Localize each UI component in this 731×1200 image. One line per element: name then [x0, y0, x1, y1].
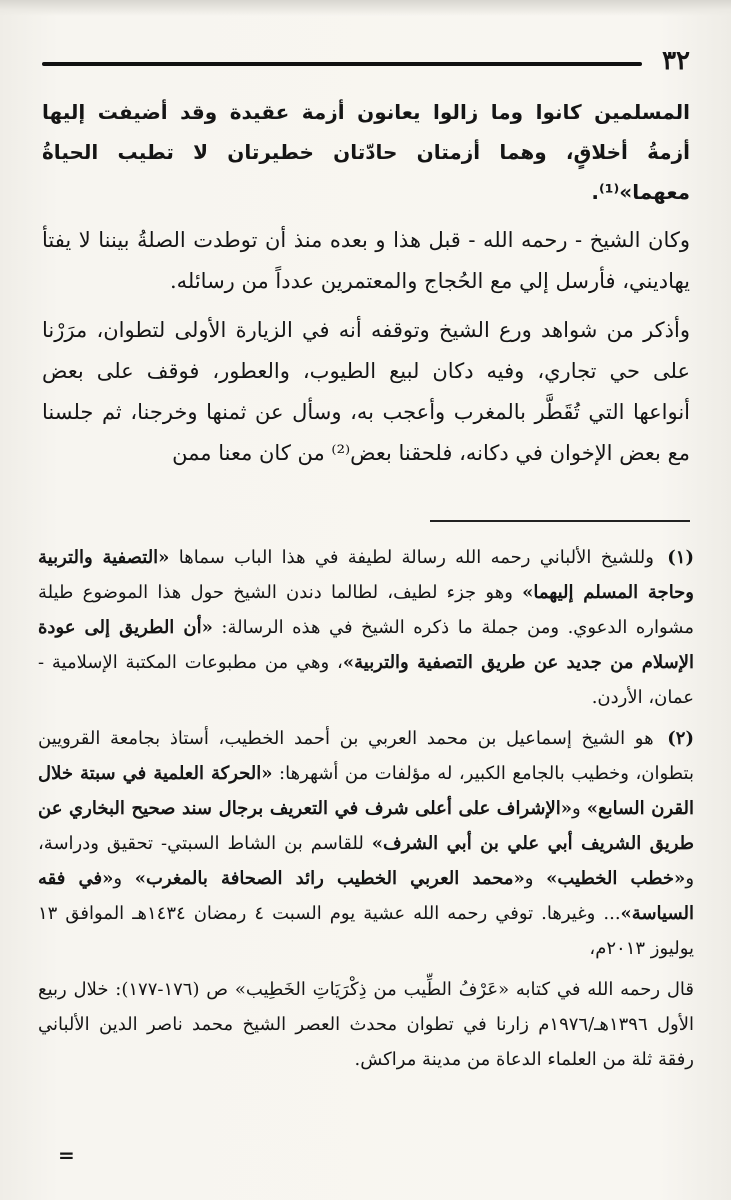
footnote-book-title: «محمد العربي الخطيب رائد الصحافة بالمغرب» [134, 868, 525, 889]
footnotes [38, 540, 694, 1083]
footnote-text: ... وغيرها. توفي رحمه الله عشية يوم السبت ٤ رمضان ١٤٣٤هـ الموافق ١٣ يوليوز ٢٠١٣م، [38, 903, 694, 959]
footnote-book-title: «الإشراف على أعلى شرف في التعريف برجال سند صحيح البخاري عن طريق الشريف أبي علي بن أبي الشرف» [38, 798, 694, 854]
footnote-text: و [524, 868, 547, 889]
footnote-book-title: «الحركة العلمية في سبتة خلال القرن السابع» [38, 763, 694, 819]
page-top-edge [0, 0, 731, 16]
continuation-mark: = [58, 1143, 75, 1167]
paragraph-3: وأذكر من شواهد ورع الشيخ وتوقفه أنه في الزيارة الأولى لتطوان، مرَرْنا على حي تجاري، وفيه دكان لبيع الطيوب، والعطور، فوقف على بعض أنواعها التي تُقَطَّر بالمغرب وأعجب به، وسأل عن ثمنها وخرجنا، ثم جلسنا مع بعض الإخوان في دكانه، فلحقنا بعض⁽²⁾ من كان معنا ممن [42, 318, 690, 465]
footnote-1 [38, 540, 694, 715]
page-header [42, 46, 690, 78]
footnote-separator [430, 520, 690, 522]
footnote-2-continued [38, 972, 694, 1077]
footnote-book-title: «التصفية والتربية وحاجة المسلم إليهما» [38, 547, 694, 603]
footnote-text: للقاسم بن الشاط السبتي- تحقيق ودراسة، و [38, 833, 695, 889]
footnote-book-title: «خطب الخطيب» [546, 868, 686, 889]
header-rule [42, 62, 642, 66]
footnote-book-title: «في فقه السياسة» [38, 868, 694, 924]
main-text [42, 92, 690, 482]
footnote-text: قال رحمه الله في كتابه «عَرْفُ الطِّيب من ذِكْرَيَاتِ الخَطِيب» ص (١٧٦-١٧٧): خلال ربيع الأول ١٣٩٦هـ/١٩٧٦م زارنا في تطوان محدث العصر الشيخ محمد ناصر الدين الألباني رفقة ثلة من العلماء الدعاة من مدينة مراكش. [38, 979, 694, 1070]
footnote-text: وهو جزء لطيف، لطالما دندن الشيخ حول هذا الموضوع طيلة مشواره الدعوي. ومن جملة ما ذكره الشيخ في هذه الرسالة: [38, 582, 694, 638]
footnote-text: و [113, 868, 135, 889]
footnote-2 [38, 721, 694, 966]
footnote-text: هو الشيخ إسماعيل بن محمد العربي بن أحمد الخطيب، أستاذ بجامعة القرويين بتطوان، وخطيب بالجامع الكبير، له مؤلفات من أشهرها: [38, 728, 694, 784]
footnote-quote: «أن الطريق إلى عودة الإسلام من جديد عن طريق التصفية والتربية» [38, 617, 695, 673]
paragraph-2: وكان الشيخ - رحمه الله - قبل هذا و بعده منذ أن توطدت الصلةُ بيننا لا يفتأ يهاديني، فأرسل إلي مع الحُجاج والمعتمرين عدداً من رسائله. [42, 228, 690, 293]
page-number: ٣٢ [662, 46, 690, 76]
footnote-number: (١) [667, 547, 694, 568]
paragraph-1: المسلمين كانوا وما زالوا يعانون أزمة عقيدة وقد أضيفت إليها أزمةُ أخلاقٍ، وهما أزمتان حادّتان خطيرتان لا تطيب الحياةُ معهما»⁽¹⁾. [42, 100, 690, 204]
footnote-text: ، وهي من مطبوعات المكتبة الإسلامية - عمان، الأردن. [38, 652, 694, 708]
footnote-text: و [572, 798, 587, 819]
footnote-text: وللشيخ الألباني رحمه الله رسالة لطيفة في هذا الباب سماها [169, 547, 664, 568]
footnote-number: (٢) [667, 728, 694, 749]
